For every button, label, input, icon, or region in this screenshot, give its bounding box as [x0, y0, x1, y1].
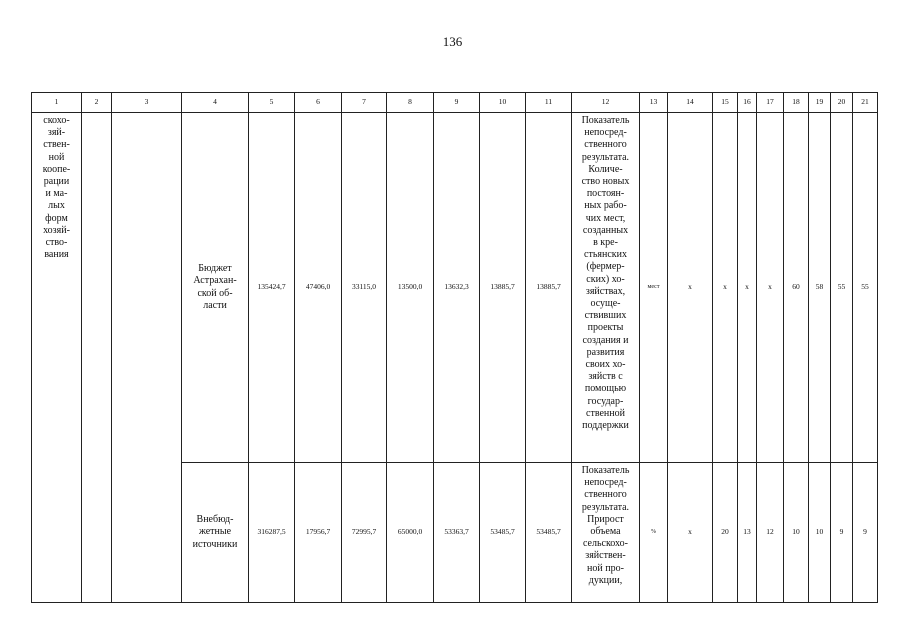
- value-cell: 13885,7: [526, 113, 572, 463]
- empty-cell: [112, 113, 182, 603]
- header-cell: 1: [32, 93, 82, 113]
- value-cell: 72995,7: [342, 463, 387, 603]
- target-cell: 13: [738, 463, 757, 603]
- value-cell: 316287,5: [249, 463, 295, 603]
- value-cell: 17956,7: [295, 463, 342, 603]
- target-cell: 58: [809, 113, 831, 463]
- header-cell: 11: [526, 93, 572, 113]
- value-cell: 13500,0: [387, 113, 434, 463]
- funding-source-cell: Внебюд- жетные источники: [182, 463, 249, 603]
- value-cell: 53363,7: [434, 463, 480, 603]
- header-cell: 5: [249, 93, 295, 113]
- header-cell: 20: [831, 93, 853, 113]
- header-cell: 17: [757, 93, 784, 113]
- page-number: 136: [442, 34, 463, 49]
- value-cell: 135424,7: [249, 113, 295, 463]
- target-cell: х: [713, 113, 738, 463]
- header-row: [32, 93, 878, 113]
- value-cell: 53485,7: [526, 463, 572, 603]
- header-cell: 9: [434, 93, 480, 113]
- header-cell: 18: [784, 93, 809, 113]
- target-cell: 12: [757, 463, 784, 603]
- value-cell: 33115,0: [342, 113, 387, 463]
- target-cell: 55: [853, 113, 878, 463]
- target-cell: х: [738, 113, 757, 463]
- unit-cell: %: [640, 463, 668, 603]
- value-cell: 13885,7: [480, 113, 526, 463]
- funding-source-cell: Бюджет Астрахан- ской об- ласти: [182, 113, 249, 463]
- target-cell: 9: [831, 463, 853, 603]
- header-cell: 3: [112, 93, 182, 113]
- target-cell: х: [668, 463, 713, 603]
- header-cell: 14: [668, 93, 713, 113]
- header-cell: 2: [82, 93, 112, 113]
- unit-cell: мест: [640, 113, 668, 463]
- header-cell: 21: [853, 93, 878, 113]
- header-cell: 7: [342, 93, 387, 113]
- program-table: [31, 92, 878, 603]
- table-row: [32, 113, 878, 463]
- target-cell: 60: [784, 113, 809, 463]
- header-cell: 10: [480, 93, 526, 113]
- value-cell: 65000,0: [387, 463, 434, 603]
- header-cell: 16: [738, 93, 757, 113]
- header-cell: 19: [809, 93, 831, 113]
- target-cell: х: [668, 113, 713, 463]
- header-cell: 4: [182, 93, 249, 113]
- empty-cell: [82, 113, 112, 603]
- indicator-cell: Показатель непосред- ственного результата. Количе- ство новых постоян- ных рабо- чих мест, созданных в кре- стьянских (фермер- ских) хо- зяйствах, осуще- ствивших проекты создания и развития своих хо- зяйств с помощью государ- ственной поддержки: [572, 113, 640, 463]
- header-cell: 13: [640, 93, 668, 113]
- target-cell: 10: [809, 463, 831, 603]
- value-cell: 13632,3: [434, 113, 480, 463]
- activity-name-cell: скохо- зяй- ствен- ной коопе- рации и ма- лых форм хозяй- ство- вания: [32, 113, 82, 603]
- target-cell: 20: [713, 463, 738, 603]
- target-cell: 55: [831, 113, 853, 463]
- target-cell: 9: [853, 463, 878, 603]
- value-cell: 47406,0: [295, 113, 342, 463]
- value-cell: 53485,7: [480, 463, 526, 603]
- target-cell: х: [757, 113, 784, 463]
- indicator-cell: Показатель непосред- ственного результата. Прирост объема сельскохо- зяйствен- ной про- дукции,: [572, 463, 640, 603]
- header-cell: 12: [572, 93, 640, 113]
- header-cell: 15: [713, 93, 738, 113]
- header-cell: 8: [387, 93, 434, 113]
- header-cell: 6: [295, 93, 342, 113]
- target-cell: 10: [784, 463, 809, 603]
